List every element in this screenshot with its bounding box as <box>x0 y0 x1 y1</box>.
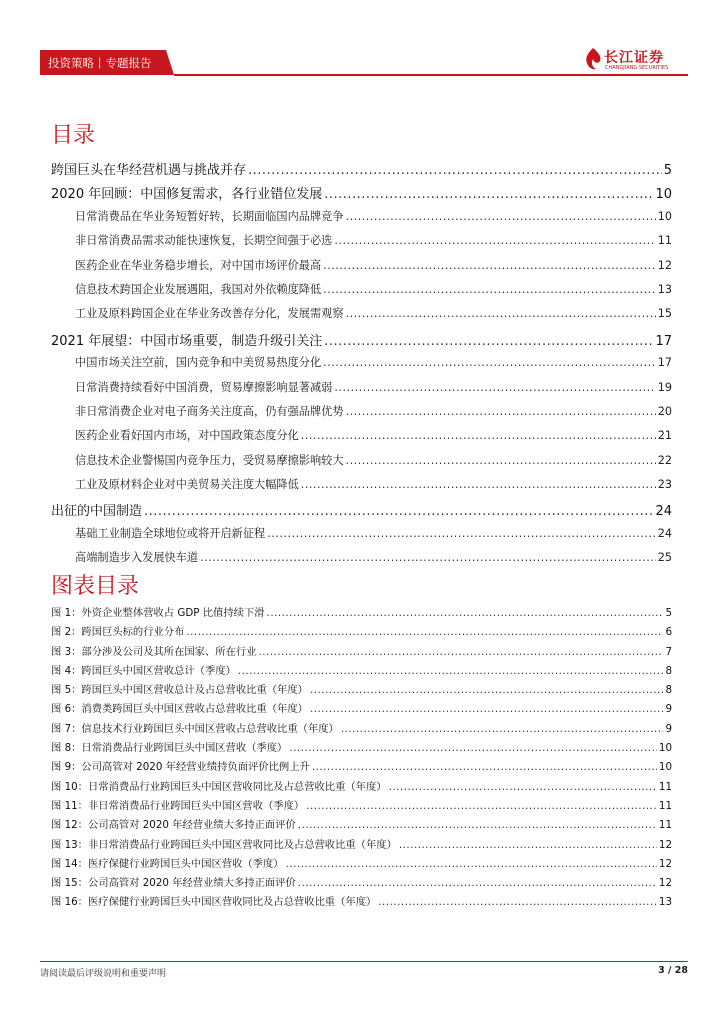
toc-title: 目录 <box>51 123 96 148</box>
toc-entry-section[interactable] <box>51 257 672 281</box>
entry-page-number: 24 <box>655 504 672 520</box>
entry-title: 图 12：公司高管对 2020 年经营业绩大多持正面评价 <box>51 819 296 832</box>
dot-leader <box>301 429 656 442</box>
entry-page-number: 11 <box>658 819 672 832</box>
figure-entry[interactable] <box>51 855 672 874</box>
figure-entry[interactable] <box>51 778 672 797</box>
figure-entry[interactable] <box>51 643 672 662</box>
figure-entry[interactable] <box>51 797 672 816</box>
figure-entry[interactable] <box>51 758 672 777</box>
logo-flame-icon <box>583 47 603 71</box>
toc-entry-section[interactable] <box>51 549 672 573</box>
entry-title: 中国市场关注空前，国内竞争和中美贸易热度分化 <box>75 356 322 370</box>
dot-leader <box>323 356 656 369</box>
dot-leader <box>306 800 657 812</box>
entry-title: 基础工业制造全球地位或将开启新征程 <box>75 526 266 540</box>
toc-list <box>51 159 672 574</box>
entry-page-number: 12 <box>658 877 672 890</box>
entry-title: 2020 年回顾：中国修复需求，各行业错位发展 <box>51 187 323 203</box>
entry-page-number: 12 <box>658 838 672 851</box>
entry-title: 图 15：公司高管对 2020 年经营业绩大多持正面评价 <box>51 877 296 890</box>
figure-entry[interactable] <box>51 720 672 739</box>
entry-title: 高端制造步入发展快车道 <box>75 551 199 565</box>
entry-title: 非日常消费企业对电子商务关注度高，仍有强品牌优势 <box>75 404 344 418</box>
figure-entry[interactable] <box>51 662 672 681</box>
toc-entry-section[interactable] <box>51 403 672 427</box>
dot-leader <box>258 646 663 658</box>
entry-title: 图 10：日常消费品行业跨国巨头中国区营收同比及占总营收比重（年度） <box>51 780 387 793</box>
entry-page-number: 17 <box>657 356 672 370</box>
dot-leader <box>310 684 663 696</box>
entry-title: 图 13：非日常消费品行业跨国巨头中国区营收同比及占总营收比重（年度） <box>51 838 397 851</box>
entry-page-number: 19 <box>657 380 672 394</box>
dot-leader <box>324 187 653 202</box>
entry-title: 出征的中国制造 <box>51 504 143 520</box>
entry-title: 2021 年展望：中国市场重要，制造升级引关注 <box>51 333 323 349</box>
dot-leader <box>399 839 657 851</box>
dot-leader <box>144 504 653 519</box>
entry-title: 工业及原料跨国企业在华业务改善存分化，发展需观察 <box>75 307 344 321</box>
footer-disclaimer: 请阅读最后评级说明和重要声明 <box>40 969 167 979</box>
dot-leader <box>334 234 655 247</box>
figure-entry[interactable] <box>51 604 672 623</box>
entry-title: 图 16：医疗保健行业跨国巨头中国区营收同比及占总营收比重（年度） <box>51 896 377 909</box>
toc-entry-section[interactable] <box>51 354 672 378</box>
toc-entry-chapter[interactable] <box>51 183 672 207</box>
entry-page-number: 24 <box>657 526 672 540</box>
entry-title: 图 5：跨国巨头中国区营收总计及占总营收比重（年度） <box>51 684 308 697</box>
entry-title: 图 6：消费类跨国巨头中国区营收占总营收比重（年度） <box>51 703 308 716</box>
figure-entry[interactable] <box>51 739 672 758</box>
entry-title: 图 1：外资企业整体营收占 GDP 比值持续下滑 <box>51 607 265 619</box>
figure-entry[interactable] <box>51 700 672 719</box>
entry-title: 医药企业看好国内市场，对中国政策态度分化 <box>75 429 299 443</box>
entry-title: 图 3：部分涉及公司及其所在国家、所在行业 <box>51 645 257 658</box>
dot-leader <box>298 819 657 831</box>
dot-leader <box>298 877 657 889</box>
dot-leader <box>267 527 656 540</box>
entry-title: 日常消费品在华业务短暂好转，长期面临国内品牌竞争 <box>75 209 344 223</box>
entry-page-number: 6 <box>665 626 672 639</box>
entry-title: 图 11：非日常消费品行业跨国巨头中国区营收（季度） <box>51 799 305 812</box>
entry-title: 非日常消费品需求动能快速恢复，长期空间强于必选 <box>75 234 333 248</box>
figure-entry[interactable] <box>51 623 672 642</box>
entry-page-number: 25 <box>657 551 672 565</box>
page-number: 3 / 28 <box>658 965 688 976</box>
dot-leader <box>323 283 656 296</box>
entry-title: 图 8：日常消费品行业跨国巨头中国区营收（季度） <box>51 742 288 755</box>
dot-leader <box>323 259 656 272</box>
toc-entry-section[interactable] <box>51 379 672 403</box>
entry-page-number: 10 <box>658 742 672 755</box>
entry-page-number: 23 <box>657 478 672 492</box>
entry-page-number: 8 <box>665 684 672 697</box>
toc-entry-section[interactable] <box>51 232 672 256</box>
entry-page-number: 9 <box>665 722 672 735</box>
toc-entry-section[interactable] <box>51 452 672 476</box>
brand-logo <box>583 46 693 74</box>
entry-title: 图 7：信息技术行业跨国巨头中国区营收占总营收比重（年度） <box>51 722 339 735</box>
figure-entry[interactable] <box>51 893 672 912</box>
toc-entry-section[interactable] <box>51 476 672 500</box>
figure-entry[interactable] <box>51 836 672 855</box>
page-header <box>0 0 724 90</box>
entry-page-number: 8 <box>665 664 672 677</box>
entry-page-number: 9 <box>665 703 672 716</box>
entry-page-number: 22 <box>657 453 672 467</box>
dot-leader <box>286 858 657 870</box>
toc-entry-section[interactable] <box>51 305 672 329</box>
entry-page-number: 11 <box>658 799 672 812</box>
header-tag: 投资策略丨专题报告 <box>48 56 152 70</box>
dot-leader <box>334 381 655 394</box>
header-rule <box>174 74 688 76</box>
dot-leader <box>301 478 656 491</box>
entry-page-number: 10 <box>657 209 672 223</box>
dot-leader <box>312 761 657 773</box>
dot-leader <box>341 723 664 735</box>
entry-page-number: 10 <box>658 761 672 774</box>
toc-entry-chapter[interactable] <box>51 500 672 524</box>
figure-entry[interactable] <box>51 681 672 700</box>
dot-leader <box>346 307 656 320</box>
entry-title: 医药企业在华业务稳步增长，对中国市场评价最高 <box>75 258 322 272</box>
entry-page-number: 11 <box>657 234 672 248</box>
entry-page-number: 15 <box>657 307 672 321</box>
entry-page-number: 17 <box>655 333 672 349</box>
toc-entry-section[interactable] <box>51 208 672 232</box>
entry-page-number: 11 <box>658 780 672 793</box>
entry-page-number: 13 <box>658 896 672 909</box>
logo-name-en: CHANGJIANG SECURITIES <box>605 65 669 71</box>
figures-title: 图表目录 <box>51 574 140 599</box>
dot-leader <box>378 896 657 908</box>
entry-title: 图 9：公司高管对 2020 年经营业绩持负面评价比例上升 <box>51 761 310 774</box>
toc-entry-section[interactable] <box>51 281 672 305</box>
entry-page-number: 12 <box>658 857 672 870</box>
logo-name-cn: 长江证券 <box>604 50 664 66</box>
entry-page-number: 12 <box>657 258 672 272</box>
figure-entry[interactable] <box>51 816 672 835</box>
dot-leader <box>310 703 663 715</box>
figure-entry[interactable] <box>51 874 672 893</box>
dot-leader <box>324 334 653 349</box>
entry-page-number: 5 <box>665 607 672 619</box>
entry-page-number: 13 <box>657 282 672 296</box>
entry-title: 图 2：跨国巨头标的行业分布 <box>51 626 185 639</box>
entry-title: 图 4：跨国巨头中国区营收总计（季度） <box>51 664 236 677</box>
dot-leader <box>389 781 657 793</box>
toc-entry-section[interactable] <box>51 525 672 549</box>
dot-leader <box>238 665 664 677</box>
entry-title: 跨国巨头在华经营机遇与挑战并存 <box>51 163 247 178</box>
figures-list <box>51 604 672 913</box>
dot-leader <box>267 607 664 619</box>
entry-page-number: 21 <box>657 429 672 443</box>
toc-entry-chapter[interactable] <box>51 159 672 183</box>
entry-page-number: 7 <box>665 645 672 658</box>
dot-leader <box>248 163 662 178</box>
entry-page-number: 20 <box>657 404 672 418</box>
entry-page-number: 10 <box>655 187 672 203</box>
dot-leader <box>289 742 657 754</box>
toc-entry-section[interactable] <box>51 427 672 451</box>
toc-entry-chapter[interactable] <box>51 330 672 354</box>
dot-leader <box>346 454 656 467</box>
dot-leader <box>186 626 663 638</box>
entry-page-number: 5 <box>663 163 672 178</box>
entry-title: 日常消费持续看好中国消费，贸易摩擦影响显著减弱 <box>75 380 333 394</box>
dot-leader <box>200 551 656 564</box>
entry-title: 信息技术跨国企业发展遇阻，我国对外依赖度降低 <box>75 282 322 296</box>
entry-title: 工业及原材料企业对中美贸易关注度大幅降低 <box>75 478 299 492</box>
footer-rule <box>40 961 688 962</box>
entry-title: 图 14：医疗保健行业跨国巨头中国区营收（季度） <box>51 857 284 870</box>
entry-title: 信息技术企业警惕国内竞争压力，受贸易摩擦影响较大 <box>75 453 344 467</box>
dot-leader <box>346 210 656 223</box>
dot-leader <box>346 405 656 418</box>
